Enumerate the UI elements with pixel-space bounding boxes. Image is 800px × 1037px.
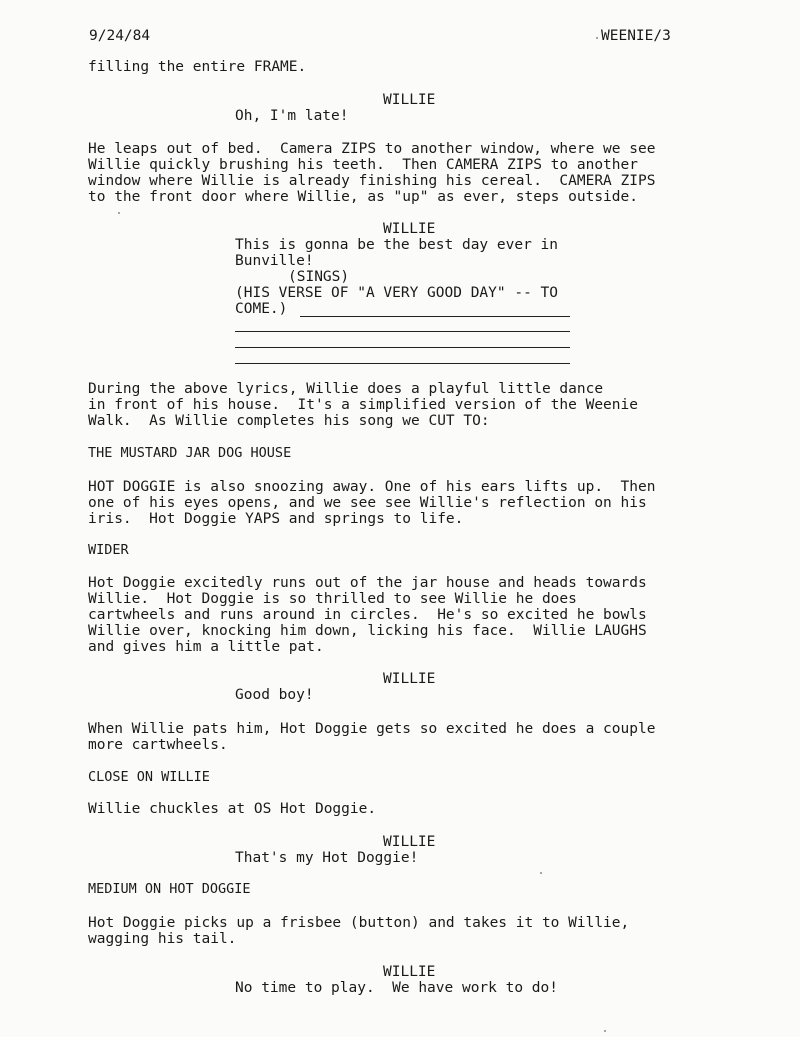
action-line: filling the entire FRAME. <box>88 59 307 75</box>
action-line: cartwheels and runs around in circles. He's so excited he bowls <box>88 607 647 623</box>
action-line: During the above lyrics, Willie does a playful little dance <box>88 381 604 397</box>
blank-lyric-line <box>300 316 570 317</box>
action-line: one of his eyes opens, and we see see Willie's reflection on his <box>88 495 647 511</box>
character-cue: WILLIE <box>383 671 436 687</box>
action-line: more cartwheels. <box>88 737 228 753</box>
action-line: Willie. Hot Doggie is so thrilled to see Willie he does <box>88 591 577 607</box>
action-line: He leaps out of bed. Camera ZIPS to another window, where we see <box>88 141 656 157</box>
action-line: Hot Doggie excitedly runs out of the jar house and heads towards <box>88 575 647 591</box>
blank-lyric-line <box>235 347 570 348</box>
character-cue: WILLIE <box>383 221 436 237</box>
paper-speck <box>604 1030 606 1032</box>
dialogue-line: Oh, I'm late! <box>235 108 349 124</box>
action-line: in front of his house. It's a simplified version of the Weenie <box>88 397 638 413</box>
action-line: wagging his tail. <box>88 931 237 947</box>
paper-speck <box>118 212 120 214</box>
scene-heading: THE MUSTARD JAR DOG HOUSE <box>88 445 292 461</box>
blank-lyric-line <box>235 363 570 364</box>
script-date: 9/24/84 <box>89 28 151 44</box>
action-line: iris. Hot Doggie YAPS and springs to life. <box>88 511 464 527</box>
action-line: Hot Doggie picks up a frisbee (button) and takes it to Willie, <box>88 915 630 931</box>
scene-heading: MEDIUM ON HOT DOGGIE <box>88 881 251 897</box>
action-line: Willie chuckles at OS Hot Doggie. <box>88 801 377 817</box>
action-line: When Willie pats him, Hot Doggie gets so excited he does a couple <box>88 721 656 737</box>
action-line: HOT DOGGIE is also snoozing away. One of his ears lifts up. Then <box>88 479 656 495</box>
action-line: window where Willie is already finishing his cereal. CAMERA ZIPS <box>88 173 656 189</box>
action-line: Willie over, knocking him down, licking his face. Willie LAUGHS <box>88 623 647 639</box>
action-line: Willie quickly brushing his teeth. Then CAMERA ZIPS to another <box>88 157 638 173</box>
dialogue-line: (HIS VERSE OF "A VERY GOOD DAY" -- TO <box>235 285 559 301</box>
dialogue-line: Good boy! <box>235 687 314 703</box>
action-line: to the front door where Willie, as "up" as ever, steps outside. <box>88 189 638 205</box>
dialogue-line: COME.) <box>235 301 288 317</box>
dialogue-line: Bunville! <box>235 253 314 269</box>
character-cue: WILLIE <box>383 834 436 850</box>
dialogue-line: That's my Hot Doggie! <box>235 850 419 866</box>
scene-heading: WIDER <box>88 542 129 558</box>
paper-speck <box>540 872 542 874</box>
page-number: WEENIE/3 <box>601 28 671 44</box>
blank-lyric-line <box>235 331 570 332</box>
character-cue: WILLIE <box>383 92 436 108</box>
action-line: Walk. As Willie completes his song we CUT TO: <box>88 413 490 429</box>
action-line: and gives him a little pat. <box>88 639 324 655</box>
character-cue: WILLIE <box>383 964 436 980</box>
parenthetical: (SINGS) <box>288 269 350 285</box>
dialogue-line: This is gonna be the best day ever in <box>235 237 559 253</box>
paper-speck <box>596 37 598 39</box>
dialogue-line: No time to play. We have work to do! <box>235 980 559 996</box>
scene-heading: CLOSE ON WILLIE <box>88 769 210 785</box>
